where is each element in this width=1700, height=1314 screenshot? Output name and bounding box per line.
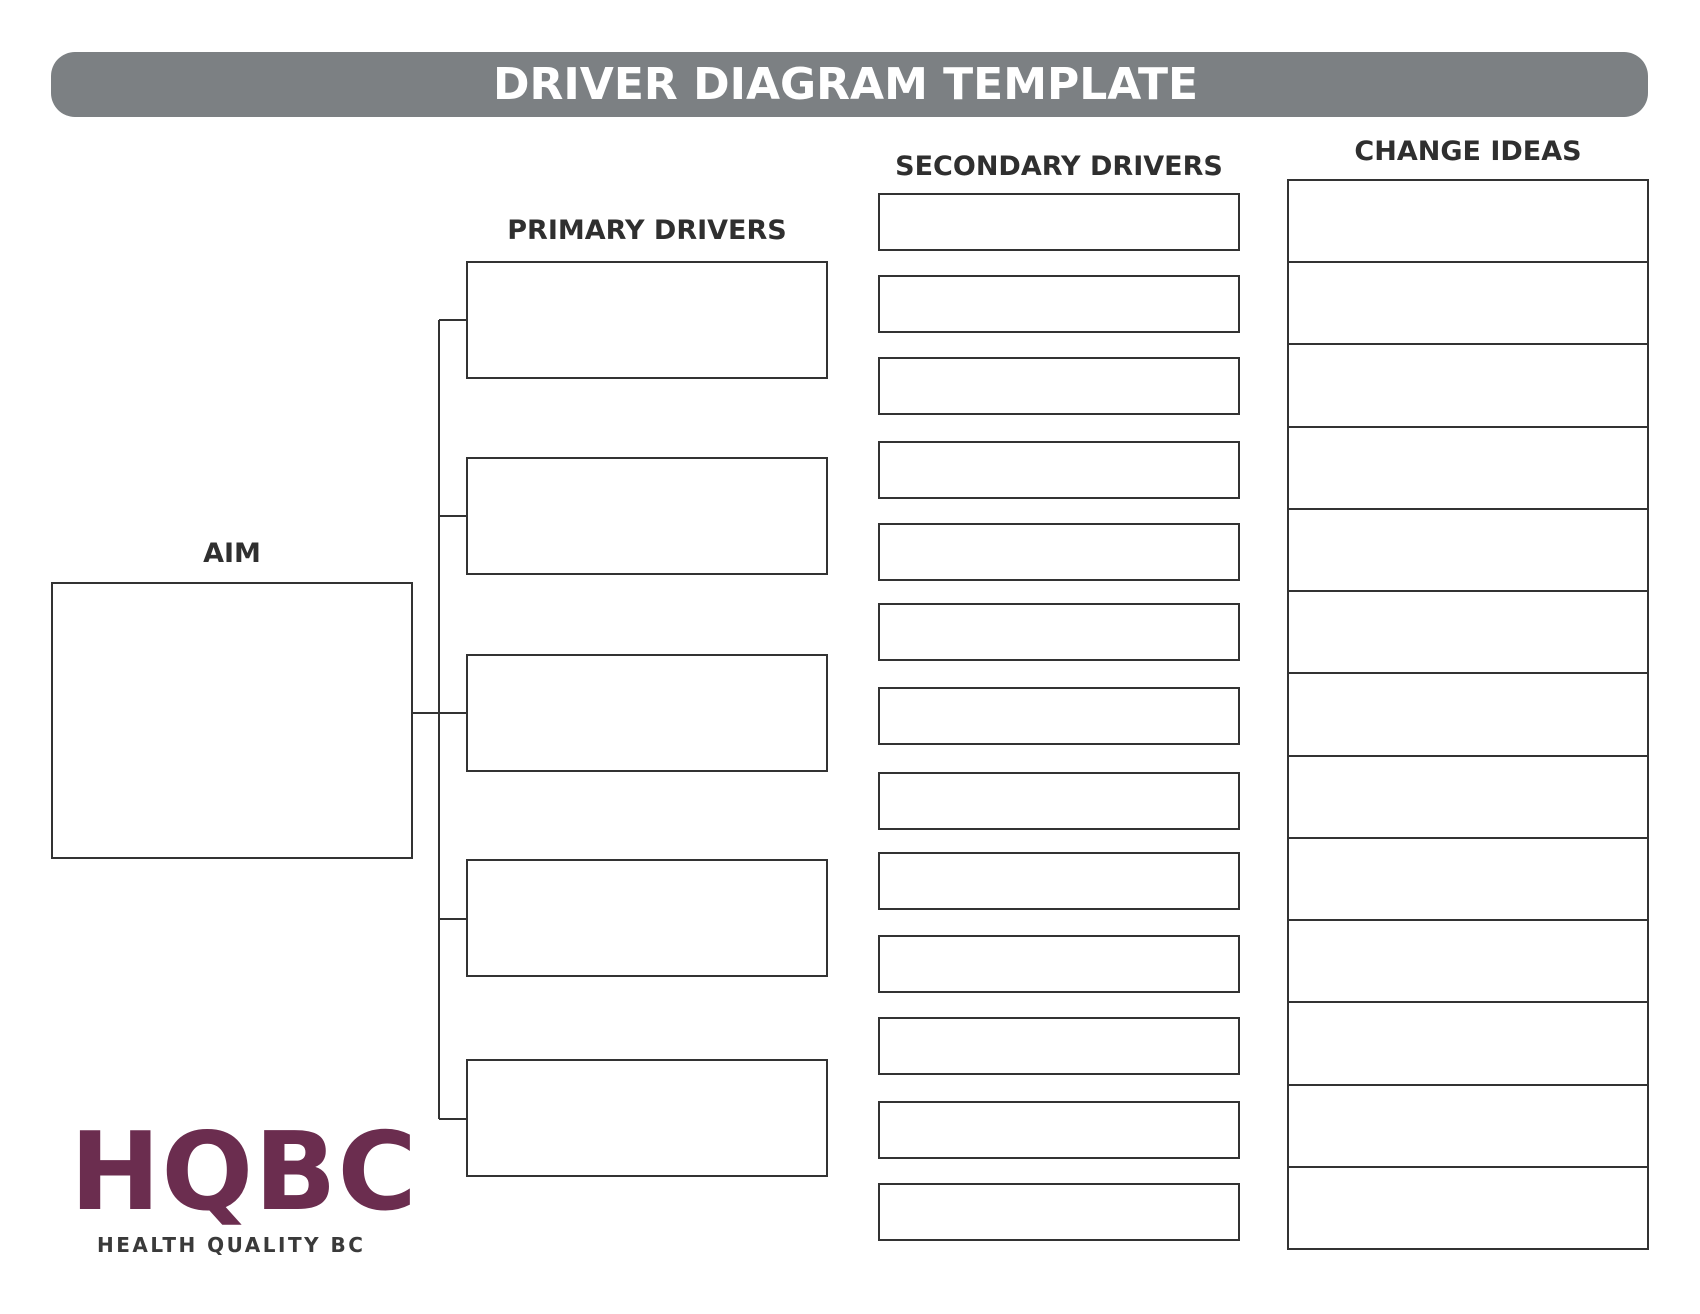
aim-box[interactable] [51,582,413,859]
change-idea-row[interactable] [1289,345,1647,427]
secondary-driver-box[interactable] [878,772,1240,830]
change-ideas-table [1287,179,1649,1250]
primary-driver-box[interactable] [466,1059,828,1177]
change-idea-row[interactable] [1289,839,1647,921]
secondary-driver-box[interactable] [878,603,1240,661]
secondary-driver-box[interactable] [878,275,1240,333]
secondary-drivers-heading: SECONDARY DRIVERS [895,151,1223,182]
change-idea-row[interactable] [1289,1086,1647,1168]
change-idea-row[interactable] [1289,181,1647,263]
primary-driver-box[interactable] [466,859,828,977]
secondary-driver-box[interactable] [878,1183,1240,1241]
secondary-driver-box[interactable] [878,1017,1240,1075]
secondary-driver-box[interactable] [878,193,1240,251]
primary-driver-box[interactable] [466,654,828,772]
hqbc-logo [70,1110,418,1260]
secondary-driver-box[interactable] [878,852,1240,910]
primary-drivers-heading: PRIMARY DRIVERS [507,215,787,246]
change-idea-row[interactable] [1289,510,1647,592]
change-idea-row[interactable] [1289,428,1647,510]
change-idea-row[interactable] [1289,263,1647,345]
change-idea-row[interactable] [1289,674,1647,756]
change-idea-row[interactable] [1289,1003,1647,1085]
primary-driver-box[interactable] [466,261,828,379]
secondary-driver-box[interactable] [878,357,1240,415]
page-title: DRIVER DIAGRAM TEMPLATE [492,59,1199,110]
secondary-driver-box[interactable] [878,935,1240,993]
secondary-driver-box[interactable] [878,441,1240,499]
logo-wordmark: HQBC [70,1110,418,1235]
change-idea-row[interactable] [1289,757,1647,839]
primary-driver-box[interactable] [466,457,828,575]
change-idea-row[interactable] [1289,1168,1647,1248]
change-idea-row[interactable] [1289,921,1647,1003]
secondary-driver-box[interactable] [878,523,1240,581]
change-ideas-heading: CHANGE IDEAS [1354,136,1582,167]
secondary-driver-box[interactable] [878,687,1240,745]
logo-caption: HEALTH QUALITY BC [97,1233,366,1257]
change-idea-row[interactable] [1289,592,1647,674]
aim-heading: AIM [203,538,261,569]
secondary-driver-box[interactable] [878,1101,1240,1159]
